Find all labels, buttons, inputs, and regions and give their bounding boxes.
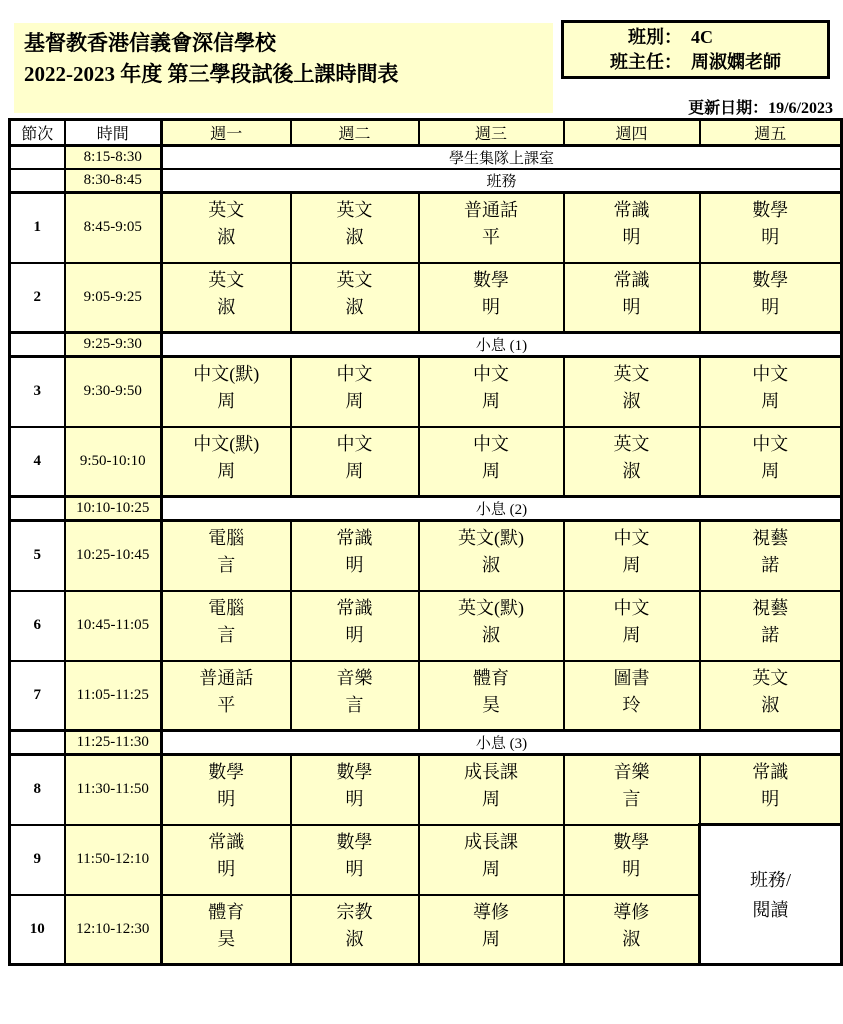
teacher-name: 淑 <box>217 227 236 247</box>
teacher-name: 明 <box>622 296 641 317</box>
assembly-row <box>10 146 842 170</box>
col-header-monday: 週一 <box>162 120 291 146</box>
subject-name: 成長課 <box>464 831 518 852</box>
time-cell: 9:50-10:10 <box>65 427 162 497</box>
time-cell: 11:25-11:30 <box>65 731 162 755</box>
period-number-cell: 3 <box>10 357 65 427</box>
merged-label-line1: 班務/ <box>749 869 791 890</box>
subject-cell <box>291 591 419 661</box>
subject-name: 數學 <box>336 762 373 782</box>
teacher-name: 諾 <box>761 555 780 575</box>
subject-cell <box>162 193 291 263</box>
subject-cell <box>162 825 291 895</box>
subject-cell <box>291 895 419 965</box>
subject-name: 宗教 <box>336 901 373 922</box>
subject-cell <box>564 825 700 895</box>
subject-name: 電腦 <box>208 528 245 548</box>
subject-cell <box>419 755 564 825</box>
subject-name: 英文 <box>752 667 789 688</box>
teacher-name: 明 <box>345 624 364 645</box>
subject-name: 中文 <box>752 433 789 454</box>
period-row-9 <box>10 825 842 895</box>
period-number-cell: 5 <box>10 521 65 591</box>
teacher-name: 周 <box>482 391 500 411</box>
teacher-label: 班主任： <box>610 51 682 72</box>
period-number-cell <box>10 169 65 193</box>
class-duty-row <box>10 169 842 193</box>
activity-label: 班務 <box>162 169 842 193</box>
subject-cell <box>291 427 419 497</box>
subject-cell <box>700 755 842 825</box>
subject-name: 數學 <box>336 831 373 852</box>
subject-name: 英文 <box>336 200 373 220</box>
subject-cell <box>564 521 700 591</box>
period-row-2 <box>10 263 842 333</box>
subject-name: 成長課 <box>464 762 518 782</box>
subject-name: 視藝 <box>752 597 789 618</box>
subject-cell <box>162 591 291 661</box>
subject-cell <box>419 193 564 263</box>
subject-cell <box>564 895 700 965</box>
period-number-cell: 2 <box>10 263 65 333</box>
teacher-name: 淑 <box>761 694 780 715</box>
col-header-friday: 週五 <box>700 120 842 146</box>
subject-cell <box>162 661 291 731</box>
subject-name: 英文 <box>336 269 373 290</box>
break-label: 小息 (3) <box>162 731 842 755</box>
class-info-box <box>561 20 830 79</box>
teacher-name: 昊 <box>217 928 236 949</box>
time-cell: 10:10-10:25 <box>65 497 162 521</box>
subject-cell <box>162 895 291 965</box>
subject-name: 常識 <box>208 831 245 852</box>
subject-name: 普通話 <box>464 200 518 220</box>
subject-name: 圖書 <box>613 667 650 688</box>
subject-cell <box>564 357 700 427</box>
subject-cell <box>291 357 419 427</box>
teacher-name: 言 <box>217 555 236 575</box>
period-row-5 <box>10 521 842 591</box>
teacher-name: 淑 <box>622 391 641 411</box>
break-row-2 <box>10 497 842 521</box>
teacher-name: 周 <box>622 555 641 575</box>
time-cell: 11:50-12:10 <box>65 825 162 895</box>
teacher-name: 明 <box>761 789 780 809</box>
teacher-name: 淑 <box>345 296 364 317</box>
subject-cell <box>564 661 700 731</box>
subject-cell <box>162 263 291 333</box>
merged-label-line2: 閱讀 <box>752 899 789 920</box>
break-label: 小息 (2) <box>162 497 842 521</box>
subject-cell <box>564 427 700 497</box>
subject-name: 數學 <box>473 269 509 290</box>
subject-cell <box>162 427 291 497</box>
subject-cell <box>162 521 291 591</box>
teacher-name: 平 <box>482 227 500 247</box>
teacher-name: 淑 <box>345 227 364 247</box>
period-number-cell: 7 <box>10 661 65 731</box>
subject-cell <box>419 427 564 497</box>
subject-cell <box>700 427 842 497</box>
updated-date-value: 19/6/2023 <box>768 100 833 117</box>
subject-name: 中文(默) <box>193 433 260 454</box>
subject-cell <box>419 895 564 965</box>
timetable-title: 2022-2023 年度 第三學段試後上課時間表 <box>24 62 399 86</box>
subject-cell <box>419 591 564 661</box>
time-cell: 10:25-10:45 <box>65 521 162 591</box>
subject-name: 視藝 <box>752 528 789 548</box>
teacher-name: 明 <box>345 789 364 809</box>
teacher-name: 明 <box>622 858 641 879</box>
subject-name: 中文 <box>752 364 789 384</box>
subject-cell <box>291 825 419 895</box>
teacher-name: 周 <box>482 928 500 949</box>
teacher-name: 言 <box>345 694 364 715</box>
subject-name: 常識 <box>336 528 373 548</box>
teacher-name: 周 <box>622 624 641 645</box>
teacher-name: 明 <box>622 227 641 247</box>
teacher-name: 淑 <box>345 928 364 949</box>
teacher-name: 諾 <box>761 624 780 645</box>
teacher-name: 明 <box>345 555 364 575</box>
subject-name: 常識 <box>336 597 373 618</box>
subject-cell <box>419 263 564 333</box>
subject-cell <box>162 755 291 825</box>
updated-date <box>688 95 833 118</box>
teacher-name: 言 <box>217 624 236 645</box>
teacher-name: 言 <box>622 789 641 809</box>
teacher-name: 明 <box>345 858 364 879</box>
subject-cell <box>291 521 419 591</box>
teacher-name: 昊 <box>482 694 500 715</box>
subject-name: 中文 <box>336 433 373 454</box>
subject-cell <box>291 755 419 825</box>
subject-cell <box>291 193 419 263</box>
time-cell: 12:10-12:30 <box>65 895 162 965</box>
subject-name: 英文 <box>208 269 245 290</box>
period-number-cell: 9 <box>10 825 65 895</box>
period-number-cell: 8 <box>10 755 65 825</box>
subject-cell <box>700 357 842 427</box>
teacher-name: 淑 <box>482 624 500 645</box>
period-row-3 <box>10 357 842 427</box>
col-header-tuesday: 週二 <box>291 120 419 146</box>
period-number-cell: 6 <box>10 591 65 661</box>
period-number-cell <box>10 497 65 521</box>
subject-name: 體育 <box>473 667 509 688</box>
activity-label: 學生集隊上課室 <box>162 146 842 170</box>
teacher-name: 明 <box>761 227 780 247</box>
subject-name: 導修 <box>613 901 650 922</box>
subject-name: 音樂 <box>336 667 373 688</box>
time-cell: 9:05-9:25 <box>65 263 162 333</box>
time-cell: 8:15-8:30 <box>65 146 162 170</box>
class-value: 4C <box>691 26 713 47</box>
subject-name: 普通話 <box>199 667 254 688</box>
subject-name: 中文 <box>473 364 509 384</box>
subject-name: 中文(默) <box>193 364 260 384</box>
time-cell: 9:30-9:50 <box>65 357 162 427</box>
subject-cell <box>162 357 291 427</box>
subject-name: 體育 <box>208 901 245 922</box>
time-cell: 10:45-11:05 <box>65 591 162 661</box>
subject-name: 數學 <box>613 831 650 852</box>
subject-name: 中文 <box>613 528 650 548</box>
teacher-name: 淑 <box>622 928 641 949</box>
time-cell: 11:05-11:25 <box>65 661 162 731</box>
subject-cell <box>564 263 700 333</box>
break-row-3 <box>10 731 842 755</box>
subject-name: 英文 <box>208 200 245 220</box>
teacher-name: 周 <box>482 858 500 879</box>
time-cell: 8:45-9:05 <box>65 193 162 263</box>
subject-cell <box>419 661 564 731</box>
teacher-name: 平 <box>217 694 236 715</box>
period-number-cell <box>10 146 65 170</box>
timetable-table <box>8 118 843 966</box>
class-label: 班別： <box>628 26 682 47</box>
period-number-cell <box>10 731 65 755</box>
time-cell: 8:30-8:45 <box>65 169 162 193</box>
period-number-cell: 4 <box>10 427 65 497</box>
period-number-cell <box>10 333 65 357</box>
header-row <box>10 120 842 146</box>
subject-name: 數學 <box>208 762 245 782</box>
subject-cell <box>564 591 700 661</box>
teacher-name: 明 <box>482 296 500 317</box>
time-cell: 11:30-11:50 <box>65 755 162 825</box>
teacher-name: 周 <box>345 460 364 481</box>
teacher-name: 淑 <box>217 296 236 317</box>
subject-cell <box>291 263 419 333</box>
subject-name: 英文 <box>613 364 650 384</box>
teacher-name: 明 <box>217 789 236 809</box>
subject-cell <box>700 193 842 263</box>
period-row-4 <box>10 427 842 497</box>
period-row-6 <box>10 591 842 661</box>
break-row-1 <box>10 333 842 357</box>
period-row-1 <box>10 193 842 263</box>
subject-cell <box>419 357 564 427</box>
subject-name: 中文 <box>336 364 373 384</box>
subject-name: 數學 <box>752 269 789 290</box>
time-cell: 9:25-9:30 <box>65 333 162 357</box>
subject-name: 導修 <box>473 901 509 922</box>
subject-name: 音樂 <box>613 762 650 782</box>
col-header-time: 時間 <box>65 120 162 146</box>
school-header <box>14 23 553 113</box>
col-header-thursday: 週四 <box>564 120 700 146</box>
subject-name: 中文 <box>473 433 509 454</box>
col-header-wednesday: 週三 <box>419 120 564 146</box>
updated-date-label: 更新日期： <box>688 100 769 117</box>
subject-name: 常識 <box>613 200 650 220</box>
subject-name: 常識 <box>752 762 789 782</box>
class-duty-reading-cell <box>700 825 842 965</box>
subject-cell <box>700 661 842 731</box>
period-number-cell: 1 <box>10 193 65 263</box>
teacher-name: 淑 <box>482 555 500 575</box>
period-row-8 <box>10 755 842 825</box>
school-name: 基督教香港信義會深信學校 <box>24 31 276 55</box>
subject-cell <box>700 521 842 591</box>
subject-name: 數學 <box>752 200 789 220</box>
subject-cell <box>291 661 419 731</box>
subject-name: 英文(默) <box>458 528 524 548</box>
teacher-name: 明 <box>217 858 236 879</box>
subject-name: 中文 <box>613 597 650 618</box>
subject-cell <box>419 521 564 591</box>
subject-name: 常識 <box>613 269 650 290</box>
subject-cell <box>564 193 700 263</box>
period-row-7 <box>10 661 842 731</box>
teacher-name: 周 <box>761 460 780 481</box>
subject-cell <box>419 825 564 895</box>
period-number-cell: 10 <box>10 895 65 965</box>
teacher-name: 周 <box>761 391 780 411</box>
subject-cell <box>564 755 700 825</box>
teacher-name: 周 <box>217 460 236 481</box>
col-header-period: 節次 <box>10 120 65 146</box>
teacher-name: 玲 <box>622 694 641 715</box>
teacher-name: 周 <box>482 789 500 809</box>
teacher-name: 周 <box>345 391 364 411</box>
subject-cell <box>700 263 842 333</box>
teacher-name: 周 <box>482 460 500 481</box>
subject-name: 英文(默) <box>458 597 524 618</box>
subject-name: 英文 <box>613 433 650 454</box>
teacher-name: 周 <box>217 391 236 411</box>
teacher-name: 淑 <box>622 460 641 481</box>
subject-name: 電腦 <box>208 597 245 618</box>
break-label: 小息 (1) <box>162 333 842 357</box>
teacher-name: 明 <box>761 296 780 317</box>
teacher-value: 周淑嫻老師 <box>691 51 781 72</box>
subject-cell <box>700 591 842 661</box>
